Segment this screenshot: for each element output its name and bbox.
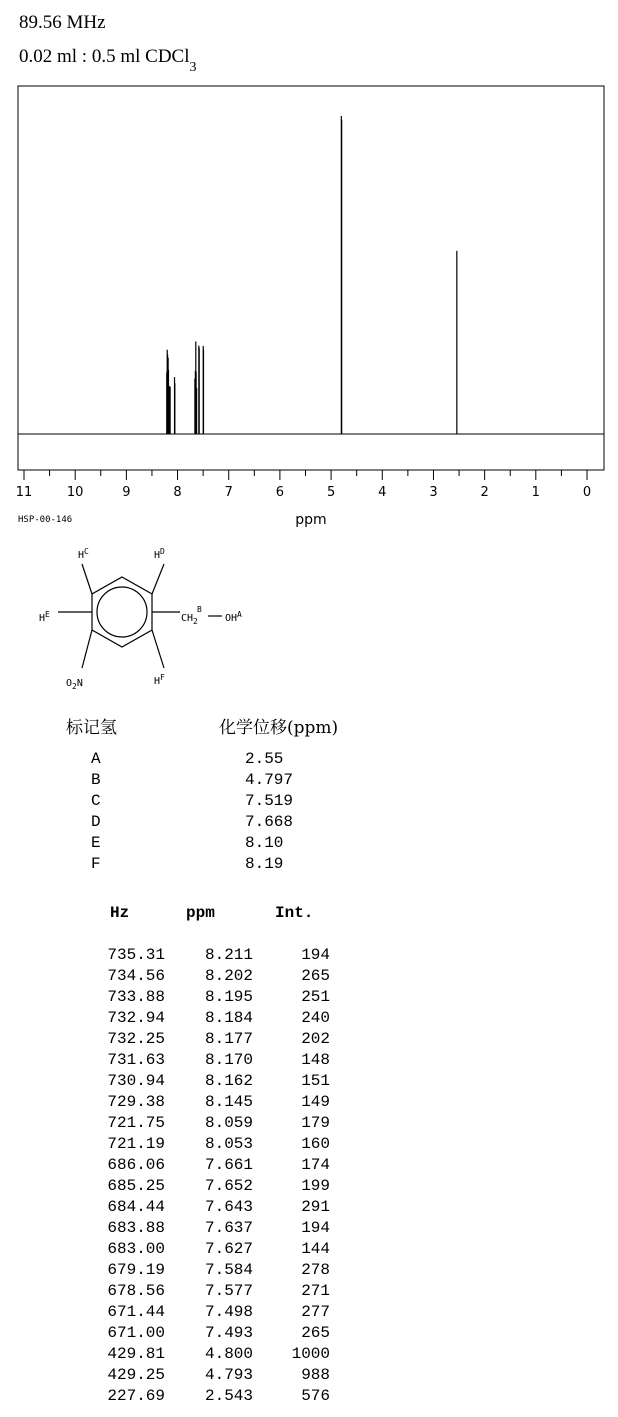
peak-int: 148 — [301, 1051, 330, 1069]
peak-ppm: 7.498 — [204, 1303, 253, 1321]
peak-int: 174 — [301, 1156, 330, 1174]
peak-row — [80, 1240, 340, 1261]
peak-int: 277 — [301, 1303, 330, 1321]
assignment-shift: 7.519 — [245, 792, 294, 810]
assignment-shift: 8.19 — [245, 855, 284, 873]
peak-ppm: 7.637 — [204, 1219, 253, 1237]
peak-ppm: 8.053 — [204, 1135, 253, 1153]
peaks — [167, 116, 457, 434]
hc-label: $H^C$ — [78, 547, 89, 561]
assignment-row — [91, 771, 351, 792]
oh-label: $OH^A$ — [225, 610, 242, 624]
x-tick-label: 8 — [173, 485, 182, 500]
peak-ppm: 8.211 — [204, 946, 253, 964]
peak-row — [80, 1366, 340, 1387]
assignment-label: B — [91, 771, 101, 789]
bonds — [58, 564, 222, 668]
he-label: $H^E$ — [39, 610, 50, 624]
peak-header-hz: Hz — [110, 904, 130, 922]
peak-ppm: 8.145 — [204, 1093, 253, 1111]
solvent-text: 0.02 ml : 0.5 ml CDCl — [19, 46, 190, 67]
solvent-subscript: 3 — [189, 59, 197, 75]
peak-ppm: 8.170 — [204, 1051, 253, 1069]
spectrum-code: HSP-00-146 — [18, 515, 73, 525]
peak-ppm: 7.493 — [204, 1324, 253, 1342]
peak-int: 265 — [301, 1324, 330, 1342]
peak-hz: 671.00 — [107, 1324, 165, 1342]
peak-int: 271 — [301, 1282, 330, 1300]
peak-row — [80, 967, 340, 988]
assignment-header-label: 标记氢 — [66, 718, 117, 738]
assignment-shift: 7.668 — [245, 813, 294, 831]
peak-int: 240 — [301, 1009, 330, 1027]
peak-hz: 721.19 — [107, 1135, 165, 1153]
peak-int: 151 — [301, 1072, 330, 1090]
peak-int: 265 — [301, 967, 330, 985]
hf-label: $H^F$ — [154, 673, 165, 687]
peak-row — [80, 1177, 340, 1198]
peak-hz: 686.06 — [107, 1156, 165, 1174]
peak-row — [80, 988, 340, 1009]
peak-int: 149 — [301, 1093, 330, 1111]
peak-row — [80, 1219, 340, 1240]
peak-hz: 735.31 — [107, 946, 165, 964]
peak-row — [80, 946, 340, 967]
peak-ppm: 7.584 — [204, 1261, 253, 1279]
peak-int: 251 — [301, 988, 330, 1006]
x-tick-label: 11 — [15, 485, 33, 500]
assignment-row — [91, 834, 351, 855]
x-tick-label: 5 — [326, 485, 336, 500]
peak-ppm: 8.177 — [204, 1030, 253, 1048]
spectrometer-frequency: 89.56 MHz — [19, 12, 106, 33]
assignment-row — [91, 750, 351, 771]
peak-hz: 683.88 — [107, 1219, 165, 1237]
peak-int: 1000 — [291, 1345, 330, 1363]
x-tick-label: 1 — [531, 485, 540, 500]
x-tick-label: 0 — [582, 485, 592, 500]
peak-header-int: Int. — [275, 904, 314, 922]
x-tick-label: 10 — [66, 485, 84, 500]
peak-ppm: 7.661 — [204, 1156, 253, 1174]
peak-hz: 732.94 — [107, 1009, 165, 1027]
assignment-shift: 4.797 — [245, 771, 294, 789]
peak-row — [80, 1303, 340, 1324]
peak-int: 160 — [301, 1135, 330, 1153]
assignment-label: C — [91, 792, 101, 810]
no2-label: $O_2N$ — [66, 678, 83, 691]
x-tick-label: 2 — [480, 485, 489, 500]
peak-row — [80, 1198, 340, 1219]
peak-row — [80, 1051, 340, 1072]
peak-ppm: 8.059 — [204, 1114, 253, 1132]
peak-int: 199 — [301, 1177, 330, 1195]
peak-ppm: 4.793 — [204, 1366, 253, 1384]
peak-hz: 733.88 — [107, 988, 165, 1006]
peak-row — [80, 1030, 340, 1051]
peak-row — [80, 1261, 340, 1282]
x-tick-label: 7 — [224, 485, 233, 500]
peak-row — [80, 1135, 340, 1156]
peak-hz: 731.63 — [107, 1051, 165, 1069]
peak-ppm: 8.195 — [204, 988, 253, 1006]
assignment-shift: 2.55 — [245, 750, 284, 768]
peak-row — [80, 1324, 340, 1345]
peak-hz: 679.19 — [107, 1261, 165, 1279]
peak-hz: 721.75 — [107, 1114, 165, 1132]
peak-ppm: 8.184 — [204, 1009, 253, 1027]
peak-hz: 227.69 — [107, 1387, 165, 1405]
peak-int: 291 — [301, 1198, 330, 1216]
tick-labels — [16, 470, 591, 500]
peak-row — [80, 1156, 340, 1177]
peak-hz: 429.81 — [107, 1345, 165, 1363]
peak-int: 202 — [301, 1030, 330, 1048]
peak-int: 194 — [301, 946, 330, 964]
peak-int: 278 — [301, 1261, 330, 1279]
assignment-label: D — [91, 813, 101, 831]
x-tick-label: 6 — [275, 485, 285, 500]
peak-int: 988 — [301, 1366, 330, 1384]
hd-label: $H^D$ — [154, 547, 165, 561]
peak-row — [80, 1282, 340, 1303]
x-tick-label: 4 — [378, 485, 387, 500]
peak-hz: 685.25 — [107, 1177, 165, 1195]
peak-hz: 678.56 — [107, 1282, 165, 1300]
peak-ppm: 7.627 — [204, 1240, 253, 1258]
peak-hz: 684.44 — [107, 1198, 165, 1216]
peak-hz: 683.00 — [107, 1240, 165, 1258]
assignment-row — [91, 813, 351, 834]
assignment-header-shift: 化学位移(ppm) — [219, 718, 339, 738]
peak-hz: 730.94 — [107, 1072, 165, 1090]
peak-hz: 729.38 — [107, 1093, 165, 1111]
peak-row — [80, 1072, 340, 1093]
peak-ppm: 8.162 — [204, 1072, 253, 1090]
peak-row — [80, 1345, 340, 1366]
assignment-label: F — [91, 855, 101, 873]
peak-hz: 734.56 — [107, 967, 165, 985]
peak-int: 194 — [301, 1219, 330, 1237]
peak-int: 179 — [301, 1114, 330, 1132]
peak-int: 144 — [301, 1240, 330, 1258]
peak-hz: 732.25 — [107, 1030, 165, 1048]
x-tick-label: 3 — [429, 485, 438, 500]
assignment-row — [91, 792, 351, 813]
peak-int: 576 — [301, 1387, 330, 1405]
peak-ppm: 7.652 — [204, 1177, 253, 1195]
peak-header-ppm: ppm — [186, 904, 215, 922]
peak-ppm: 8.202 — [204, 967, 253, 985]
nmr-spectrum-chart — [0, 0, 618, 535]
peak-hz: 671.44 — [107, 1303, 165, 1321]
ch2-label: $CH_2$ — [181, 613, 198, 626]
peak-row — [80, 1114, 340, 1135]
peak-row — [80, 1009, 340, 1030]
benzene-ring — [92, 577, 152, 647]
plot-frame — [18, 86, 604, 470]
ch2-sup-label: B — [197, 605, 202, 614]
assignment-shift: 8.10 — [245, 834, 284, 852]
peak-ppm: 7.643 — [204, 1198, 253, 1216]
peak-ppm: 7.577 — [204, 1282, 253, 1300]
assignment-label: A — [91, 750, 101, 768]
peak-ppm: 4.800 — [204, 1345, 253, 1363]
x-tick-label: 9 — [122, 485, 131, 500]
assignment-label: E — [91, 834, 101, 852]
peak-row — [80, 1387, 340, 1408]
peak-hz: 429.25 — [107, 1366, 165, 1384]
peak-row — [80, 1093, 340, 1114]
assignment-row — [91, 855, 351, 876]
x-axis-label: ppm — [295, 512, 327, 528]
peak-ppm: 2.543 — [204, 1387, 253, 1405]
molecule-structure — [30, 540, 290, 700]
